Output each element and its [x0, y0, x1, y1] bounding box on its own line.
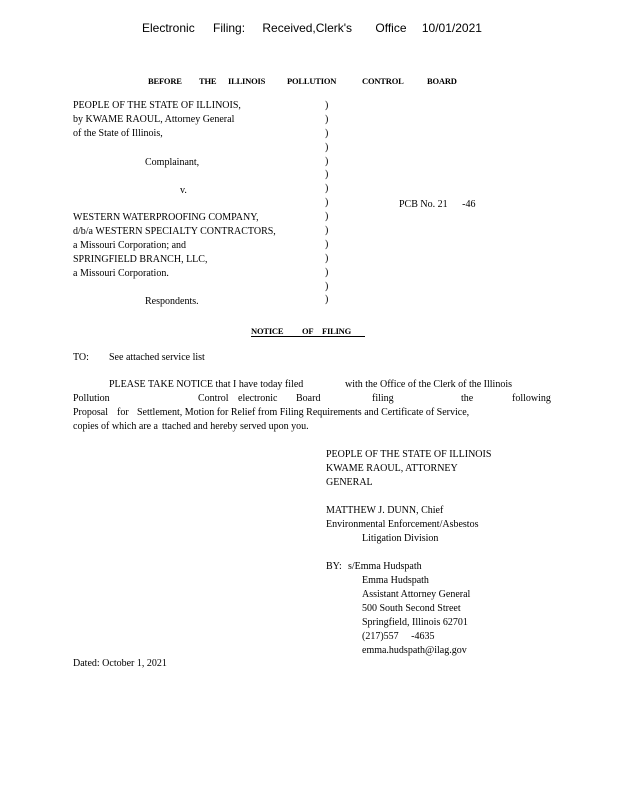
respondent-line: SPRINGFIELD BRANCH, LLC, — [73, 254, 208, 265]
signature-chief-line: Environmental Enforcement/Asbestos — [326, 519, 479, 530]
board-title-word: BOARD — [427, 76, 457, 86]
header-received: Received,Clerk's — [262, 21, 353, 35]
body-line-2-word: filing — [372, 393, 394, 404]
body-line-1b: with the Office of the Clerk of the Illinois — [345, 379, 512, 390]
respondent-line: WESTERN WATERPROOFING COMPANY, — [73, 212, 259, 223]
caption-paren: ) — [325, 127, 329, 139]
notice-title-word: NOTICE — [251, 326, 284, 336]
dated-line: Dated: October 1, 2021 — [73, 658, 167, 669]
signature-org-line: KWAME RAOUL, ATTORNEY — [326, 463, 458, 474]
caption-paren: ) — [325, 225, 329, 237]
pcb-value: -46 — [462, 199, 476, 210]
body-line-2-word: Pollution — [73, 393, 110, 404]
complainant-line: by KWAME RAOUL, Attorney General — [73, 114, 235, 125]
body-line-2-word: electronic — [238, 393, 278, 404]
pcb-label: PCB No. 21 — [399, 199, 448, 210]
caption-paren: ) — [325, 266, 329, 278]
signature-chief-line: MATTHEW J. DUNN, Chief — [326, 505, 444, 516]
complainant-label: Complainant, — [145, 157, 200, 168]
header-electronic: Electronic — [142, 21, 195, 35]
signature-org-line: PEOPLE OF THE STATE OF ILLINOIS — [326, 449, 492, 460]
respondents-label: Respondents. — [145, 296, 199, 307]
signature-phone — [362, 630, 435, 644]
caption-paren: ) — [325, 183, 329, 195]
notice-title-word: OF — [302, 326, 314, 336]
signature-attorney-line: 500 South Second Street — [362, 603, 461, 614]
signature-by-label: BY: — [326, 561, 342, 572]
board-title-word: CONTROL — [362, 76, 404, 86]
body-line-1a: PLEASE TAKE NOTICE that I have today filed — [109, 379, 304, 390]
complainant-block — [73, 99, 241, 141]
body-line-2-word: following — [512, 393, 551, 404]
caption-paren: ) — [325, 113, 329, 125]
header-filing: Filing: — [213, 21, 246, 35]
body-line-2-word: the — [461, 393, 474, 404]
body-line-3-word: Proposal — [73, 407, 108, 418]
respondent-line: d/b/a WESTERN SPECIALTY CONTRACTORS, — [73, 226, 276, 237]
respondent-line: a Missouri Corporation; and — [73, 240, 187, 251]
versus-label: v. — [180, 185, 187, 196]
respondent-block — [73, 211, 276, 281]
body-line-4a: copies of which are a — [73, 421, 158, 432]
board-title-word: BEFORE — [148, 76, 182, 86]
body-line-4b: ttached and hereby served upon you. — [162, 421, 309, 432]
header-office: Office — [375, 21, 407, 35]
filing-header — [142, 21, 482, 35]
signature-email: emma.hudspath@ilag.gov — [362, 645, 467, 656]
caption-paren: ) — [325, 294, 329, 306]
caption-paren: ) — [325, 252, 329, 264]
pcb-number — [399, 198, 475, 212]
complainant-line: of the State of Illinois, — [73, 128, 163, 139]
body-line-3-word: for — [117, 407, 129, 418]
caption-paren-column — [325, 99, 328, 307]
caption-paren: ) — [325, 155, 329, 167]
caption-paren: ) — [325, 141, 329, 153]
signature-attorney-line: Emma Hudspath — [362, 575, 429, 586]
to-value: See attached service list — [109, 352, 205, 363]
signature-by-name: s/Emma Hudspath — [348, 561, 422, 572]
board-title-word: ILLINOIS — [228, 76, 266, 86]
caption-paren: ) — [325, 211, 329, 223]
header-date: 10/01/2021 — [421, 21, 482, 35]
signature-division: Litigation Division — [362, 533, 439, 544]
caption-paren: ) — [325, 169, 329, 181]
body-line-2-word: Board — [296, 393, 321, 404]
notice-title — [251, 324, 365, 337]
caption-paren: ) — [325, 197, 329, 209]
board-title-word: THE — [199, 76, 217, 86]
signature-chief — [326, 504, 478, 532]
caption-paren: ) — [325, 100, 329, 111]
signature-org-line: GENERAL — [326, 477, 373, 488]
board-title-word: POLLUTION — [287, 76, 337, 86]
signature-attorney-line: Assistant Attorney General — [362, 589, 471, 600]
signature-attorney-line: Springfield, Illinois 62701 — [362, 617, 468, 628]
to-label: TO: — [73, 352, 89, 363]
body-line-3-word: Settlement, Motion for Relief from Filing Requirements and Certificate of Service, — [137, 407, 470, 418]
notice-title-word: FILING — [322, 326, 352, 336]
respondent-line: a Missouri Corporation. — [73, 268, 169, 279]
complainant-line: PEOPLE OF THE STATE OF ILLINOIS, — [73, 100, 241, 111]
signature-phone-a: (217)557 — [362, 631, 399, 642]
body-line-2-word: Control — [198, 393, 229, 404]
signature-org — [326, 448, 491, 490]
caption-paren: ) — [325, 280, 329, 292]
signature-phone-b: -4635 — [411, 631, 435, 642]
caption-paren: ) — [325, 238, 329, 250]
signature-attorney — [362, 574, 470, 630]
